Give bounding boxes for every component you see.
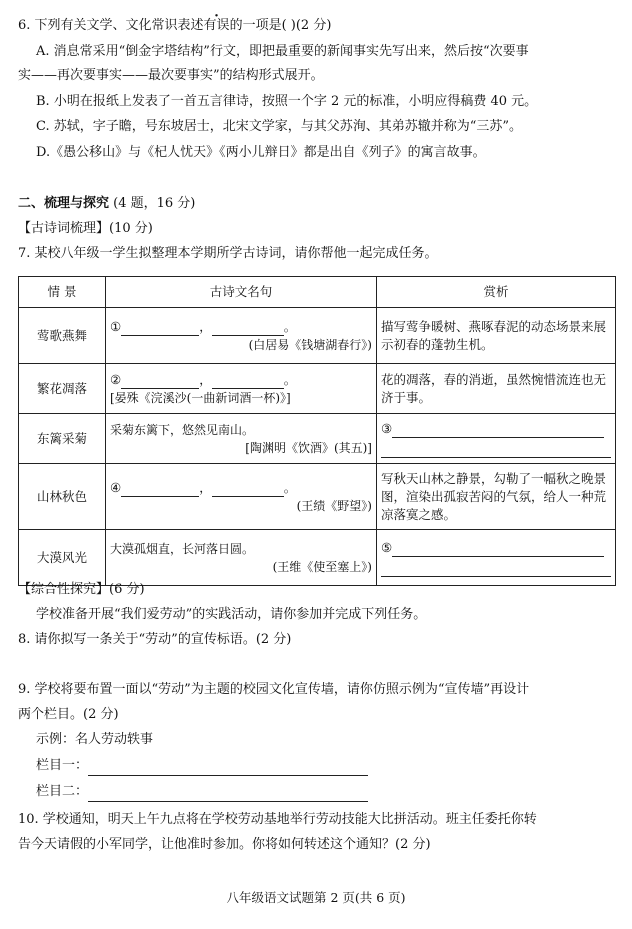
poem-cell: 大漠孤烟直，长河落日圆。 (王维《使至塞上》) [106,530,377,586]
scene-cell: 东篱采菊 [19,414,106,464]
scene-cell: 繁花凋落 [19,364,106,414]
analysis-answer-cell[interactable]: ③ [377,414,616,464]
table-row [19,414,616,464]
poem-cell: 采菊东篱下，悠然见南山。 [陶渊明《饮酒》(其五)] [106,414,377,464]
table-row [19,530,616,586]
poetry-table [18,276,616,586]
section-2-title: 二、梳理与探究 (4 题，16 分) [18,196,196,211]
column-2-input[interactable] [88,787,368,802]
fill-blank-1b[interactable] [212,321,284,336]
q6-option-a-line1: A. 消息常采用“倒金字塔结构”行文，即把最重要的新闻事实先写出来，然后按“次要事 [36,44,529,59]
q9-column-1: 栏目一： [36,756,620,776]
scene-cell: 莺歌燕舞 [19,308,106,364]
activity-intro: 学校准备开展“我们爱劳动”的实践活动，请你参加并完成下列任务。 [36,607,427,622]
header-poem: 古诗文名句 [106,277,377,308]
answer-line[interactable] [392,542,604,557]
q9-stem-line1: 9. 学校将要布置一面以“劳动”为主题的校园文化宣传墙，请你仿照示例为“宣传墙”再设计 [18,682,530,697]
fill-blank-4b[interactable] [212,482,284,497]
analysis-cell: 花的凋落，春的消逝，虽然惋惜流连也无济于事。 [377,364,616,414]
section-2-sub1: 【古诗词梳理】(10 分) [18,221,153,236]
q8-stem: 8. 请你拟写一条关于“劳动”的宣传标语。(2 分) [18,632,292,647]
q10-stem-line2: 告今天请假的小军同学，让他准时参加。你将如何转述这个通知？(2 分) [18,837,431,852]
q6-stem: 6. 下列有关文学、文化常识表述有误的一项是( )(2 分) [18,18,332,33]
poem-cell: ② ， 。 [晏殊《浣溪沙(一曲新词酒一杯)》] [106,364,377,414]
fill-blank-4a[interactable] [121,482,199,497]
scene-cell: 山林秋色 [19,464,106,530]
q6-option-d: D.《愚公移山》与《杞人忧天》《两小儿辩日》都是出自《列子》的寓言故事。 [36,145,486,160]
q6-option-b: B. 小明在报纸上发表了一首五言律诗，按照一个字 2 元的标准，小明应得稿费 40 元。 [36,94,538,109]
section-2-sub2: 【综合性探究】(6 分) [18,582,145,597]
table-header-row [19,277,616,308]
header-analysis: 赏析 [377,277,616,308]
q7-stem: 7. 某校八年级一学生拟整理本学期所学古诗词，请你帮他一起完成任务。 [18,246,438,261]
answer-line[interactable] [381,557,611,577]
analysis-cell: 写秋天山林之静景，勾勒了一幅秋之晚景图，渲染出孤寂苦闷的气氛，给人一种荒凉落寞之感。 [377,464,616,530]
q6-option-c: C. 苏轼，字子瞻，号东坡居士，北宋文学家，与其父苏洵、其弟苏辙并称为“三苏”。 [36,119,523,134]
scene-cell: 大漠风光 [19,530,106,586]
fill-blank-2a[interactable] [121,374,199,389]
table-row [19,308,616,364]
analysis-cell: 描写莺争暖树、燕啄春泥的动态场景来展示初春的蓬勃生机。 [377,308,616,364]
answer-line[interactable] [392,423,604,438]
fill-blank-1a[interactable] [121,321,199,336]
table-row [19,464,616,530]
poem-cell: ④ ， 。 (王绩《野望》) [106,464,377,530]
page-footer: 八年级语文试题第 2 页(共 6 页) [226,890,406,905]
table-row [19,364,616,414]
q10-stem-line1: 10. 学校通知，明天上午九点将在学校劳动基地举行劳动技能大比拼活动。班主任委托你转 [18,812,537,827]
q6-option-a-line2: 实——再次要事实——最次要事实”的结构形式展开。 [18,68,324,83]
answer-line[interactable] [381,438,611,458]
column-1-input[interactable] [88,761,368,776]
header-scene: 情 景 [19,277,106,308]
poem-cell: ① ， 。 (白居易《钱塘湖春行》) [106,308,377,364]
q9-example: 示例：名人劳动轶事 [36,732,154,747]
q9-stem-line2: 两个栏目。(2 分) [18,707,119,722]
analysis-answer-cell[interactable]: ⑤ [377,530,616,586]
q9-column-2: 栏目二： [36,782,620,802]
fill-blank-2b[interactable] [212,374,284,389]
